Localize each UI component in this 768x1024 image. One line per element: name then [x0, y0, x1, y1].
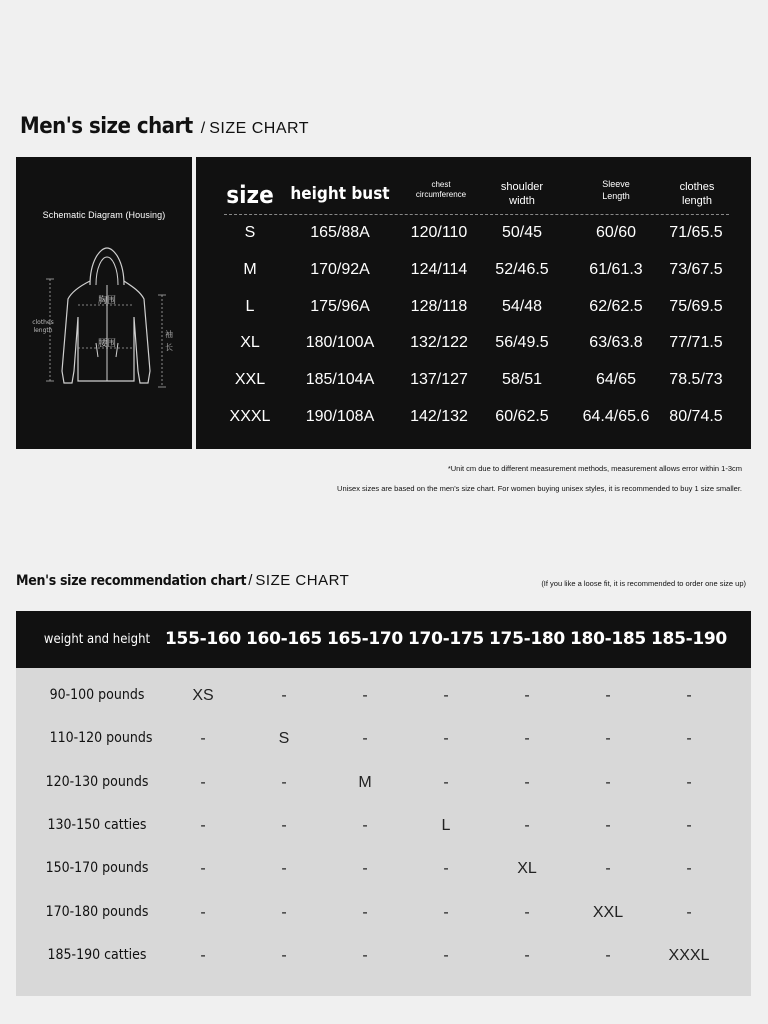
chest-label: 胸围: [97, 296, 117, 306]
recommendation-row: [16, 774, 751, 804]
weight-label: 170-180 pounds: [45, 903, 149, 920]
schematic-diagram-panel: [16, 157, 192, 449]
height-bust-cell: 175/96A: [310, 297, 370, 315]
height-bust-cell: 190/108A: [305, 408, 375, 425]
header-sleeve-line2: Length: [602, 190, 630, 201]
recommended-size-cell: -: [524, 946, 530, 964]
header-chest-line2: circumference: [415, 190, 467, 200]
recommended-size-cell: -: [281, 946, 287, 964]
chest-cell: 137/127: [410, 371, 468, 389]
size-cell: XL: [240, 334, 260, 352]
header-chest: [396, 180, 486, 201]
recommended-size-cell: -: [200, 860, 206, 878]
sleeve-cell: 64.4/65.6: [582, 408, 650, 425]
recommended-size-cell: -: [443, 730, 449, 748]
height-range-header: 155-160: [165, 629, 241, 649]
recommendation-subtitle: SIZE CHART: [255, 572, 350, 589]
size-row: [196, 298, 751, 328]
shoulder-cell: 56/49.5: [495, 334, 549, 352]
clothes-length-cell: 80/74.5: [669, 408, 723, 425]
shoulder-cell: 52/46.5: [495, 260, 549, 278]
height-bust-cell: 165/88A: [310, 224, 370, 241]
weight-label: 150-170 pounds: [45, 860, 149, 877]
recommended-size-cell: -: [686, 903, 692, 921]
recommended-size-cell: -: [362, 860, 368, 878]
jacket-face-opening: [96, 257, 118, 285]
recommended-size-cell: -: [443, 946, 449, 964]
clothes-length-cell: 78.5/73: [669, 371, 723, 389]
hem-label: 腰围: [97, 339, 117, 349]
height-range-header: 180-185: [570, 629, 646, 649]
recommended-size-cell: -: [605, 730, 611, 748]
sleeve-cell: 64/65: [595, 371, 637, 389]
recommended-size-cell: -: [605, 816, 611, 834]
chest-cell: 120/110: [410, 224, 468, 241]
clothes-length-cell: 73/67.5: [669, 260, 723, 278]
recommended-size-cell: -: [443, 903, 449, 921]
recommended-size-cell: -: [200, 816, 206, 834]
recommended-size-cell: -: [686, 773, 692, 791]
recommended-size-cell: -: [200, 730, 206, 748]
weight-label: 130-150 catties: [47, 816, 147, 833]
recommended-size-cell: -: [362, 946, 368, 964]
title-separator: /: [248, 572, 253, 589]
height-range-header: 185-190: [651, 629, 727, 649]
recommended-size-cell: XXL: [592, 903, 624, 921]
shoulder-cell: 54/48: [501, 297, 543, 315]
header-shoulder: [482, 180, 562, 209]
recommendation-chart-title: [16, 572, 349, 590]
recommended-size-cell: XL: [517, 860, 537, 878]
size-row: [196, 224, 751, 254]
recommended-size-cell: -: [524, 903, 530, 921]
recommended-size-cell: -: [281, 860, 287, 878]
sleeve-label-2: 长: [165, 343, 173, 352]
weight-label: 120-130 pounds: [45, 773, 149, 790]
header-shoulder-line2: width: [509, 195, 535, 208]
size-row: [196, 334, 751, 364]
recommended-size-cell: -: [686, 816, 692, 834]
recommended-size-cell: -: [524, 687, 530, 704]
size-cell: S: [244, 224, 256, 241]
weight-label: 110-120 pounds: [49, 730, 153, 747]
header-sleeve-line1: Sleeve: [602, 179, 630, 189]
title-separator: /: [200, 120, 206, 137]
chest-cell: 132/122: [410, 334, 468, 352]
height-range-header: 170-175: [408, 629, 484, 649]
height-range-header: 175-180: [489, 629, 565, 649]
height-bust-cell: 180/100A: [305, 334, 375, 352]
recommended-size-cell: -: [281, 773, 287, 791]
jacket-diagram: [16, 157, 192, 449]
sleeve-cell: 61/61.3: [589, 260, 643, 278]
chest-cell: 142/132: [410, 408, 468, 425]
recommendation-row: [16, 817, 751, 847]
recommended-size-cell: -: [605, 946, 611, 964]
header-shoulder-line1: shoulder: [500, 181, 544, 193]
measurement-note: *Unit cm due to different measurement methods, measurement allows error within 1-3cm: [447, 464, 742, 473]
size-row: [196, 408, 751, 438]
recommended-size-cell: -: [686, 860, 692, 878]
diagram-title: Schematic Diagram (Housing): [42, 210, 166, 220]
jacket-pocket-right: [116, 343, 118, 357]
header-chest-line1: chest: [431, 180, 451, 189]
recommendation-row: [16, 730, 751, 760]
size-cell: XXL: [234, 371, 266, 389]
recommended-size-cell: -: [281, 816, 287, 834]
unisex-note: Unisex sizes are based on the men's size chart. For women buying unisex styles, it is recommended to buy 1 size smaller.: [337, 484, 742, 493]
size-chart-title-main: Men's size chart: [20, 114, 193, 139]
recommendation-title-main: Men's size recommendation chart: [16, 573, 247, 589]
recommended-size-cell: -: [362, 903, 368, 921]
sleeve-cell: 62/62.5: [589, 297, 643, 315]
header-sleeve: [572, 179, 660, 202]
shoulder-cell: 60/62.5: [495, 408, 549, 425]
recommended-size-cell: -: [281, 687, 287, 704]
weight-label: 185-190 catties: [47, 946, 147, 963]
recommended-size-cell: -: [524, 773, 530, 791]
clothes-length-label-2: length: [33, 327, 53, 334]
recommendation-row: [16, 860, 751, 890]
recommended-size-cell: -: [605, 773, 611, 791]
size-row: [196, 261, 751, 291]
sleeve-cell: 60/60: [595, 224, 637, 241]
clothes-length-cell: 77/71.5: [669, 334, 723, 352]
shoulder-cell: 58/51: [501, 371, 543, 389]
shoulder-cell: 50/45: [501, 224, 543, 241]
jacket-hood-outline: [90, 248, 124, 285]
size-row: [196, 371, 751, 401]
recommended-size-cell: -: [686, 687, 692, 704]
recommended-size-cell: -: [605, 687, 611, 704]
sleeve-label-1: 袖: [165, 330, 173, 339]
size-chart-title: [20, 114, 309, 139]
header-size: size: [226, 181, 274, 209]
recommended-size-cell: -: [362, 816, 368, 834]
height-range-header: 165-170: [327, 629, 403, 649]
header-clothes-length: [659, 180, 735, 209]
recommended-size-cell: L: [441, 816, 451, 834]
recommended-size-cell: -: [443, 773, 449, 791]
recommendation-table-body: [16, 668, 751, 996]
recommended-size-cell: XXXL: [668, 946, 710, 964]
header-weight-height: weight and height: [43, 632, 151, 647]
size-table: [196, 157, 751, 449]
recommended-size-cell: -: [200, 946, 206, 964]
recommendation-row: [16, 947, 751, 977]
size-chart-subtitle: SIZE CHART: [209, 120, 310, 137]
recommended-size-cell: -: [524, 730, 530, 748]
recommended-size-cell: M: [358, 773, 372, 791]
weight-label: 90-100 pounds: [49, 687, 145, 703]
clothes-length-label-1: clothes: [32, 319, 54, 326]
recommended-size-cell: -: [443, 860, 449, 878]
sleeve-cell: 63/63.8: [589, 334, 643, 352]
chest-cell: 124/114: [410, 260, 468, 278]
clothes-length-cell: 71/65.5: [669, 224, 723, 241]
recommended-size-cell: -: [200, 903, 206, 921]
header-height-bust: height bust: [290, 184, 390, 204]
height-range-header: 160-165: [246, 629, 322, 649]
recommendation-row: [16, 687, 751, 717]
recommended-size-cell: -: [686, 730, 692, 748]
recommendation-table-header: [16, 611, 751, 668]
recommended-size-cell: -: [443, 687, 449, 704]
recommended-size-cell: -: [362, 730, 368, 748]
chest-cell: 128/118: [410, 297, 468, 315]
size-cell: XXXL: [229, 408, 271, 425]
size-cell: L: [245, 297, 255, 315]
clothes-length-cell: 75/69.5: [669, 297, 723, 315]
recommended-size-cell: -: [200, 773, 206, 791]
header-clothes-line2: length: [682, 195, 712, 208]
recommended-size-cell: -: [524, 816, 530, 834]
recommended-size-cell: -: [605, 860, 611, 878]
recommended-size-cell: XS: [192, 687, 214, 704]
recommendation-row: [16, 904, 751, 934]
height-bust-cell: 185/104A: [305, 371, 375, 389]
header-divider: [224, 214, 729, 215]
recommended-size-cell: -: [362, 687, 368, 704]
size-cell: M: [243, 260, 257, 278]
header-clothes-line1: clothes: [679, 181, 715, 193]
height-bust-cell: 170/92A: [310, 260, 370, 278]
recommended-size-cell: -: [281, 903, 287, 921]
recommended-size-cell: S: [278, 730, 290, 748]
loose-fit-hint: (If you like a loose fit, it is recommended to order one size up): [541, 579, 746, 588]
